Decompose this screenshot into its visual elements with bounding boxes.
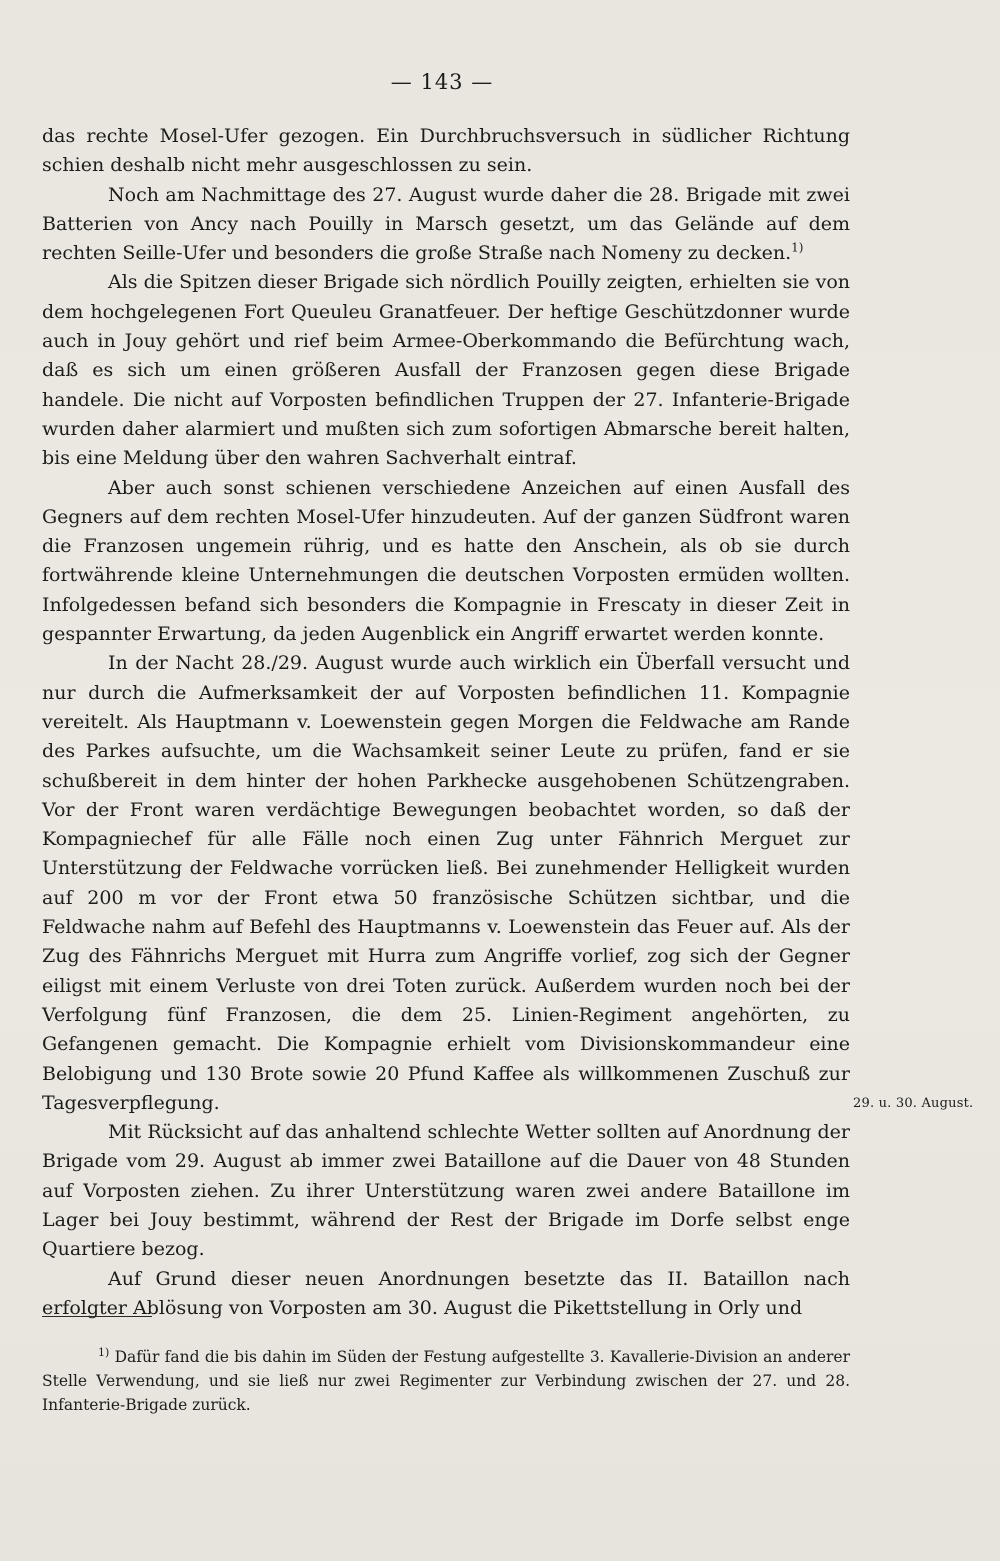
footnote <box>42 1345 850 1417</box>
paragraph <box>42 1265 850 1324</box>
paragraph-continued <box>42 122 850 181</box>
main-text <box>42 122 850 1323</box>
footnote-text: Dafür fand die bis dahin im Süden der Festung aufgestellte 3. Kavallerie-Division an anderer Stelle Verwendung, und sie ließ nur zwei Regimenter zur Verbindung zwischen der 27. und 28. Infanterie-Brigade zurück. <box>42 1348 850 1414</box>
margin-note-date: 29. u. 30. August. <box>853 1096 974 1111</box>
paragraph <box>42 474 850 650</box>
paragraph <box>42 268 850 473</box>
paragraph <box>42 1118 850 1264</box>
paragraph-text: In der Nacht 28./29. August wurde auch wirklich ein Überfall versucht und nur durch die Aufmerksamkeit der auf Vorposten befindlichen 11. Kompagnie vereitelt. Als Hauptmann v. Loewenstein gegen Morgen die Feldwache am Rande des Parkes aufsuchte, um die Wachsamkeit seiner Leute zu prüfen, fand er sie schußbereit in dem hinter der hohen Parkhecke ausgehobenen Schützengraben. Vor der Front waren verdächtige Bewegungen beobachtet worden, so daß der Kompagniechef für alle Fälle noch einen Zug unter Fähnrich Merguet zur Unterstützung der Feldwache vorrücken ließ. Bei zunehmender Helligkeit wurden auf 200 m vor der Front etwa 50 französische Schützen sichtbar, und die Feldwache nahm auf Befehl des Hauptmanns v. Loewenstein das Feuer auf. Als der Zug des Fähnrichs Merguet mit Hurra zum Angriffe vorlief, zog sich der Gegner eiligst mit einem Verluste von drei Toten zurück. Außerdem wurden noch bei der Verfolgung fünf Franzosen, die dem 25. Linien-Regiment angehörten, zu Gefangenen gemacht. Die Kompagnie erhielt vom Divisionskommandeur eine Belobigung und 130 Brote sowie 20 Pfund Kaffee als willkommenen Zuschuß zur Tagesverpflegung. <box>42 652 850 1114</box>
paragraph <box>42 649 850 1118</box>
footnote-mark: 1) <box>98 1345 110 1359</box>
paragraph-text: das rechte Mosel-Ufer gezogen. Ein Durchbruchsversuch in südlicher Richtung schien deshalb nicht mehr ausgeschlossen zu sein. <box>42 125 850 177</box>
paragraph-text: Auf Grund dieser neuen Anordnungen besetzte das II. Bataillon nach erfolgter Ablösung von Vorposten am 30. August die Pikettstellung in Orly und <box>42 1267 850 1319</box>
page-number: — 143 — <box>390 70 494 94</box>
paragraph-text: Mit Rücksicht auf das anhaltend schlechte Wetter sollten auf Anordnung der Brigade vom 29. August ab immer zwei Bataillone auf die Dauer von 48 Stunden auf Vorposten ziehen. Zu ihrer Unterstützung waren zwei andere Bataillone im Lager bei Jouy bestimmt, während der Rest der Brigade im Dorfe selbst enge Quartiere bezog. <box>42 1121 850 1261</box>
paragraph-text: Aber auch sonst schienen verschiedene Anzeichen auf einen Ausfall des Gegners auf dem rechten Mosel-Ufer hinzudeuten. Auf der ganzen Südfront waren die Franzosen ungemein rührig, und es hatte den Anschein, als ob sie durch fortwährende kleine Unternehmungen die deutschen Vorposten ermüden wollten. Infolgedessen befand sich besonders die Kompagnie in Frescaty in dieser Zeit in gespannter Erwartung, da jeden Augenblick ein Angriff erwartet werden konnte. <box>42 476 850 646</box>
footnote-paragraph <box>42 1345 850 1417</box>
footnote-reference: 1) <box>791 240 804 255</box>
paragraph-text: Noch am Nachmittage des 27. August wurde daher die 28. Brigade mit zwei Batterien von Ancy nach Pouilly in Marsch gesetzt, um das Gelände auf dem rechten Seille-Ufer und besonders die große Straße nach Nomeny zu decken. <box>42 183 850 265</box>
footnote-divider <box>42 1316 152 1317</box>
paragraph <box>42 181 850 269</box>
paragraph-text: Als die Spitzen dieser Brigade sich nördlich Pouilly zeigten, erhielten sie von dem hochgelegenen Fort Queuleu Granatfeuer. Der heftige Geschützdonner wurde auch in Jouy gehört und rief beim Armee-Oberkommando die Befürchtung wach, daß es sich um einen größeren Ausfall der Franzosen gegen diese Brigade handele. Die nicht auf Vorposten befindlichen Truppen der 27. Infanterie-Brigade wurden daher alarmiert und mußten sich zum sofortigen Abmarsche bereit halten, bis eine Meldung über den wahren Sachverhalt eintraf. <box>42 271 850 470</box>
